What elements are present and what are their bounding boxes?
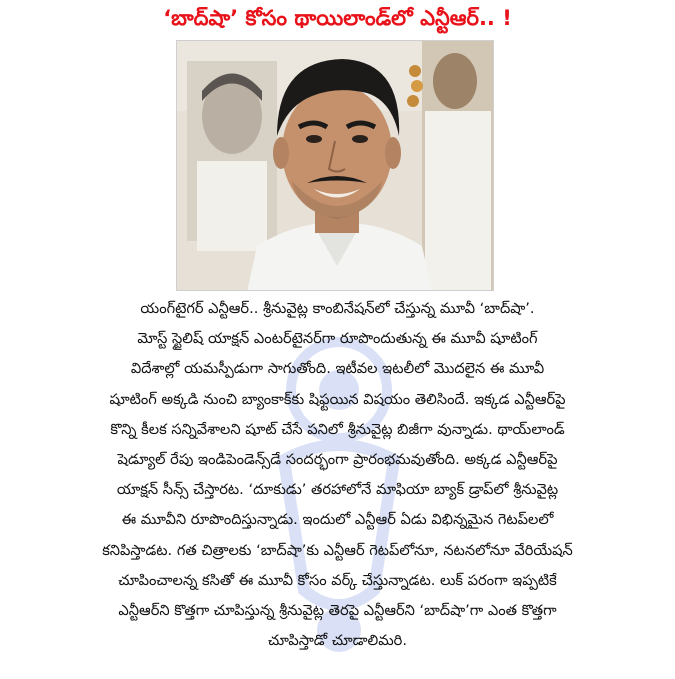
article-line: యంగ్‌టైగర్ ఎన్టీఆర్.. శ్రీనువైట్ల కాంబినేషన్‌లో చేస్తున్న మూవీ ‘బాద్‌షా’. (140, 300, 535, 317)
article-body (12, 294, 663, 656)
article-line: చూపిస్తాడో చూడాలిమరి. (268, 632, 407, 650)
article-line: మోస్ట్ స్టైలిష్ యాక్షన్ ఎంటర్‌టైనర్‌గా రూపొందుతున్న ఈ మూవీ షూటింగ్ (137, 330, 538, 348)
article-line: ఈ మూవీని రూపొందిస్తున్నాడు. ఇందులో ఎన్టీఆర్ ఏడు విభిన్నమైన గెటప్‌లలో (121, 511, 554, 529)
actor-photo (176, 40, 494, 291)
article-line: షూటింగ్ అక్కడి నుంచి బ్యాంకాక్‌కు షిఫ్టయిన విషయం తెలిసిందే. ఇక్కడ ఎన్టీఆర్‌పై (109, 390, 566, 408)
article-line: యాక్షన్ సీన్స్ చేస్తారట. ‘దూకుడు’ తరహాలోనే మాఫియా బ్యాక్ డ్రాప్‌లో శ్రీనువైట్ల (116, 481, 559, 499)
article-line: విదేశాల్లో యమస్పీడుగా సాగుతోంది. ఇటీవల ఇటలీలో మొదలైన ఈ మూవీ (130, 360, 545, 378)
headline: ‘బాద్‌షా’ కోసం థాయిలాండ్‌లో ఎన్టీఆర్.. ! (163, 6, 512, 30)
headline-bar (0, 0, 675, 36)
actor-portrait-icon (177, 41, 494, 291)
article-line: కొన్ని కీలక సన్నివేశాలని షూట్ చేసే పనిలో శ్రీనువైట్ల బిజీగా వున్నాడు. థాయ్‌లాండ్ (110, 420, 565, 438)
article-line: షెడ్యూల్ రేపు ఇండిపెండెన్స్‌డే సందర్భంగా ప్రారంభమవుతోంది. అక్కడ ఎన్టీఆర్‌పై (117, 450, 558, 468)
article-line: కనిపిస్తాడట. గత చిత్రాలకు ‘బాద్‌షా’కు ఎన్టీఆర్ గెటప్‌లోనూ, నటనలోనూ వేరియేషన్ (102, 541, 573, 559)
article-line: చూపించాలన్న కసితో ఈ మూవీ కోసం వర్క్ చేస్తున్నాడట. లుక్ పరంగా ఇప్పటికే (118, 571, 557, 589)
article-line: ఎన్టీఆర్‌ని కొత్తగా చూపిస్తున్న శ్రీనువైట్ల తెరపై ఎన్టీఆర్‌ని ‘బాద్‌షా’గా ఎంత కొత్తగా (118, 601, 557, 619)
